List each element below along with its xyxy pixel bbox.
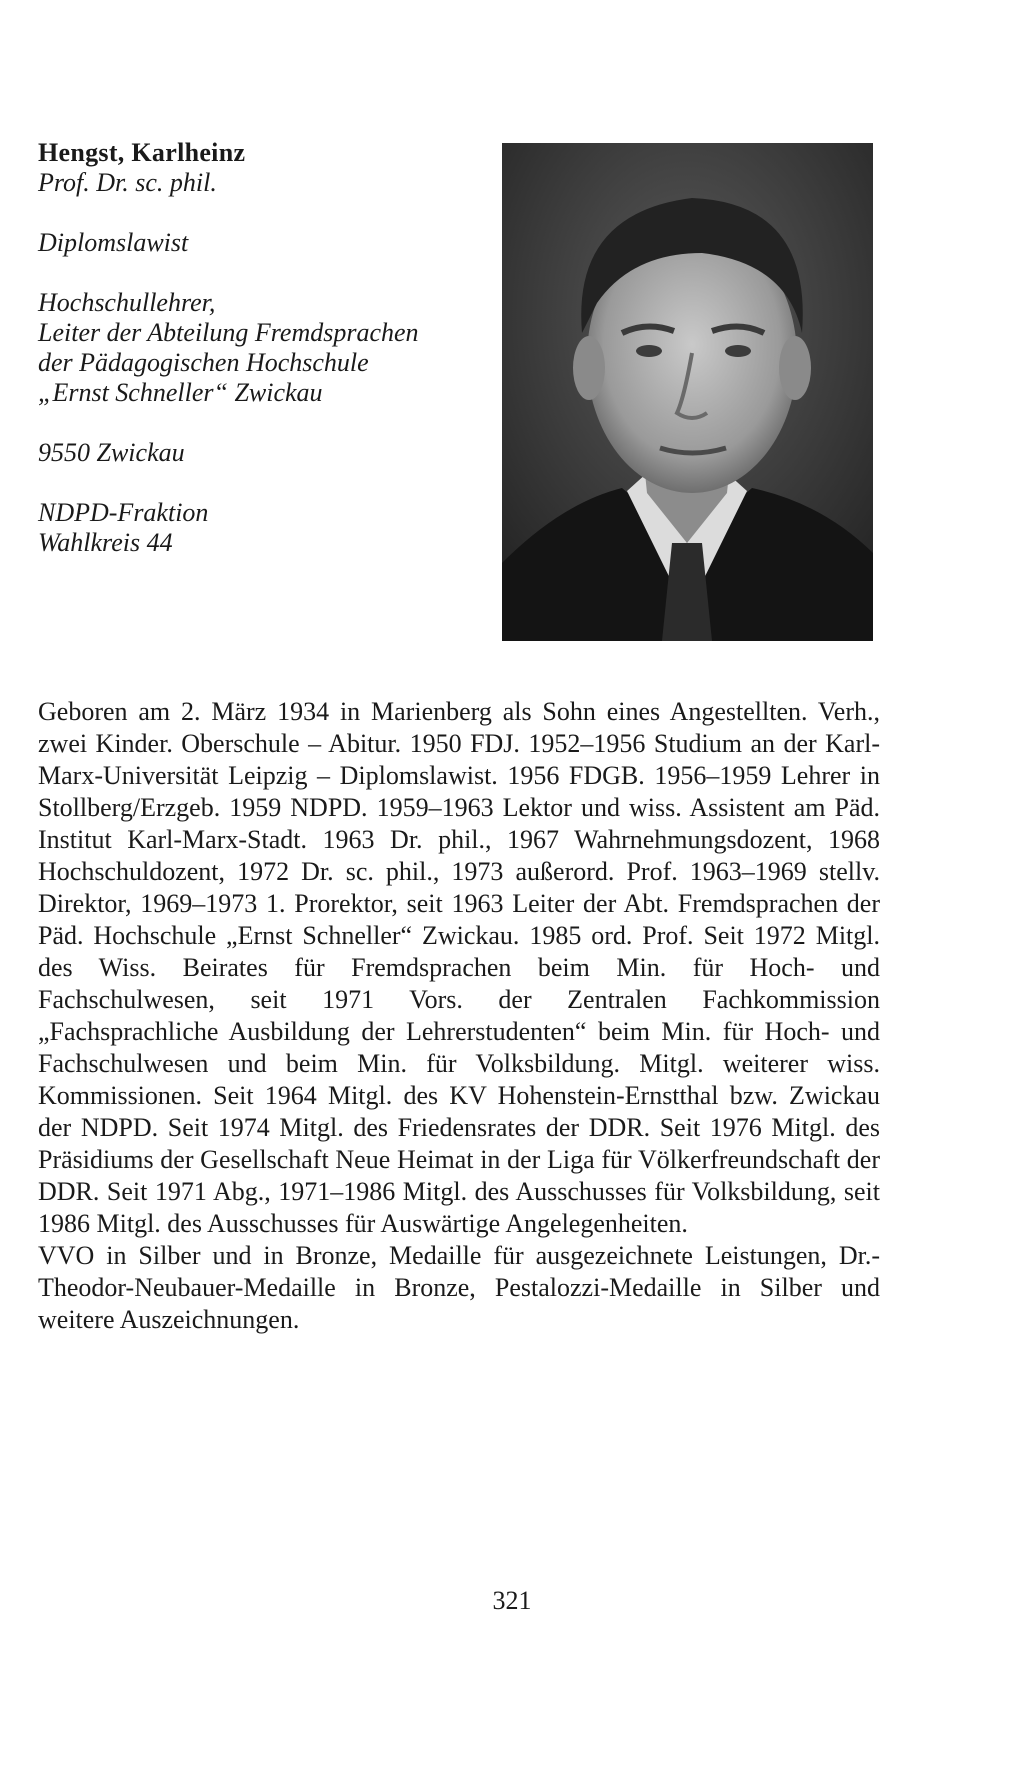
position-line: Leiter der Abteilung Fremdsprachen bbox=[38, 318, 419, 347]
academic-title: Prof. Dr. sc. phil. bbox=[38, 168, 217, 197]
page-number: 321 bbox=[492, 1586, 532, 1615]
entry-header bbox=[38, 138, 478, 558]
position-line: Hochschullehrer, bbox=[38, 288, 216, 317]
degree: Diplomslawist bbox=[38, 228, 189, 257]
biography-paragraph: Geboren am 2. März 1934 in Marienberg als Sohn eines Angestellten. Verh., zwei Kinder. Oberschule – Abitur. 1950 FDJ. 1952–1956 Studium an der Karl-Marx-Universität Leipzig – Diplomslawist. 1956 FDGB. 1956–1959 Lehrer in Stollberg/Erzgeb. 1959 NDPD. 1959–1963 Lektor und wiss. Assistent am Päd. Institut Karl-Marx-Stadt. 1963 Dr. phil., 1967 Wahrnehmungsdozent, 1968 Hochschuldozent, 1972 Dr. sc. phil., 1973 außerord. Prof. 1963–1969 stellv. Direktor, 1969–1973 1. Prorektor, seit 1963 Leiter der Abt. Fremdsprachen der Päd. Hochschule „Ernst Schneller“ Zwickau. 1985 ord. Prof. Seit 1972 Mitgl. des Wiss. Beirates für Fremdsprachen beim Min. für Hoch- und Fachschulwesen, seit 1971 Vors. der Zentralen Fachkommission „Fachsprachliche Ausbildung der Lehrerstudenten“ beim Min. für Hoch- und Fachschulwesen und beim Min. für Volksbildung. Mitgl. weiterer wiss. Kommissionen. Seit 1964 Mitgl. des KV Hohenstein-Ernstthal bzw. Zwickau der NDPD. Seit 1974 Mitgl. des Friedensrates der DDR. Seit 1976 Mitgl. des Präsidiums der Gesellschaft Neue Heimat in der Liga für Völkerfreundschaft der DDR. Seit 1971 Abg., 1971–1986 Mitgl. des Ausschusses für Volksbildung, seit 1986 Mitgl. des Ausschusses für Auswärtige Angelegenheiten. bbox=[38, 697, 880, 1238]
position-line: der Pädagogischen Hochschule bbox=[38, 348, 369, 377]
awards-paragraph: VVO in Silber und in Bronze, Medaille für ausgezeichnete Leistungen, Dr.-Theodor-Neubauer-Medaille in Bronze, Pestalozzi-Medaille in Silber und weitere Auszeichnungen. bbox=[38, 1241, 880, 1334]
faction: NDPD-Fraktion bbox=[38, 498, 209, 527]
portrait-photo bbox=[502, 143, 873, 641]
position-line: „Ernst Schneller“ Zwickau bbox=[38, 378, 323, 407]
constituency: Wahlkreis 44 bbox=[38, 528, 173, 557]
portrait-photo-icon bbox=[502, 143, 873, 641]
person-name: Hengst, Karlheinz bbox=[38, 138, 246, 167]
biography bbox=[38, 696, 880, 1336]
location: 9550 Zwickau bbox=[38, 438, 185, 467]
